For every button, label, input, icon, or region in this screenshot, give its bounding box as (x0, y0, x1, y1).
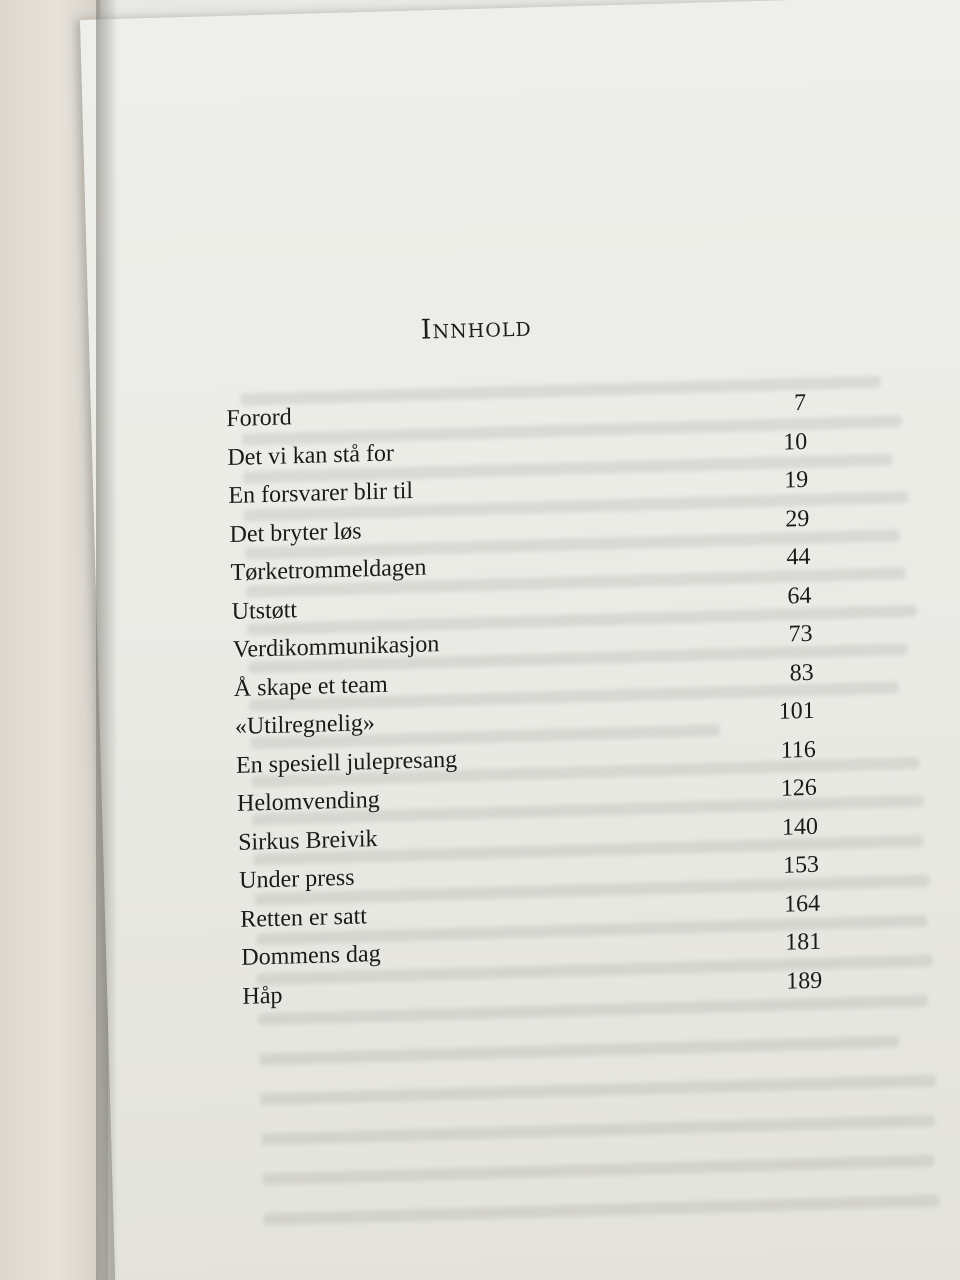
entry-page-number: 181 (785, 928, 822, 956)
entry-title: Helomvending (236, 786, 380, 817)
entry-page-number: 10 (783, 428, 808, 456)
entry-page-number: 64 (787, 582, 812, 609)
entry-title: En spesiell julepresang (235, 746, 458, 779)
entry-page-number: 19 (784, 466, 809, 494)
entry-title: Verdikommunikasjon (232, 631, 440, 663)
entry-title: Sirkus Breivik (238, 825, 378, 856)
entry-title: Under press (239, 864, 355, 894)
entry-page-number: 73 (788, 620, 813, 648)
entry-title: Forord (226, 404, 292, 433)
entry-title: Retten er satt (240, 902, 367, 933)
entry-page-number: 44 (786, 543, 811, 571)
gutter-shadow (96, 0, 118, 1280)
entry-page-number: 101 (778, 697, 815, 725)
entry-title: Utstøtt (231, 596, 298, 625)
entry-page-number: 116 (780, 736, 816, 764)
entry-page-number: 126 (780, 774, 817, 802)
entry-page-number: 7 (794, 389, 807, 417)
entry-title: Tørketrommeldagen (230, 554, 427, 587)
entry-page-number: 83 (789, 659, 814, 686)
entry-page-number: 164 (784, 890, 821, 918)
table-of-contents (226, 390, 823, 1022)
entry-page-number: 140 (781, 813, 819, 841)
toc-heading: Innhold (420, 311, 533, 346)
entry-title: Det bryter løs (229, 517, 362, 548)
entry-title: Håp (242, 982, 283, 1010)
entry-page-number: 153 (782, 851, 820, 879)
entry-title: Å skape et team (233, 671, 388, 702)
entry-page-number: 29 (785, 505, 810, 533)
entry-title: Det vi kan stå for (227, 439, 395, 471)
entry-title: En forsvarer blir til (228, 477, 414, 510)
entry-title: «Utilregnelig» (234, 710, 375, 740)
entry-title: Dommens dag (241, 940, 381, 971)
entry-page-number: 189 (786, 967, 823, 995)
book-page (80, 0, 960, 1280)
